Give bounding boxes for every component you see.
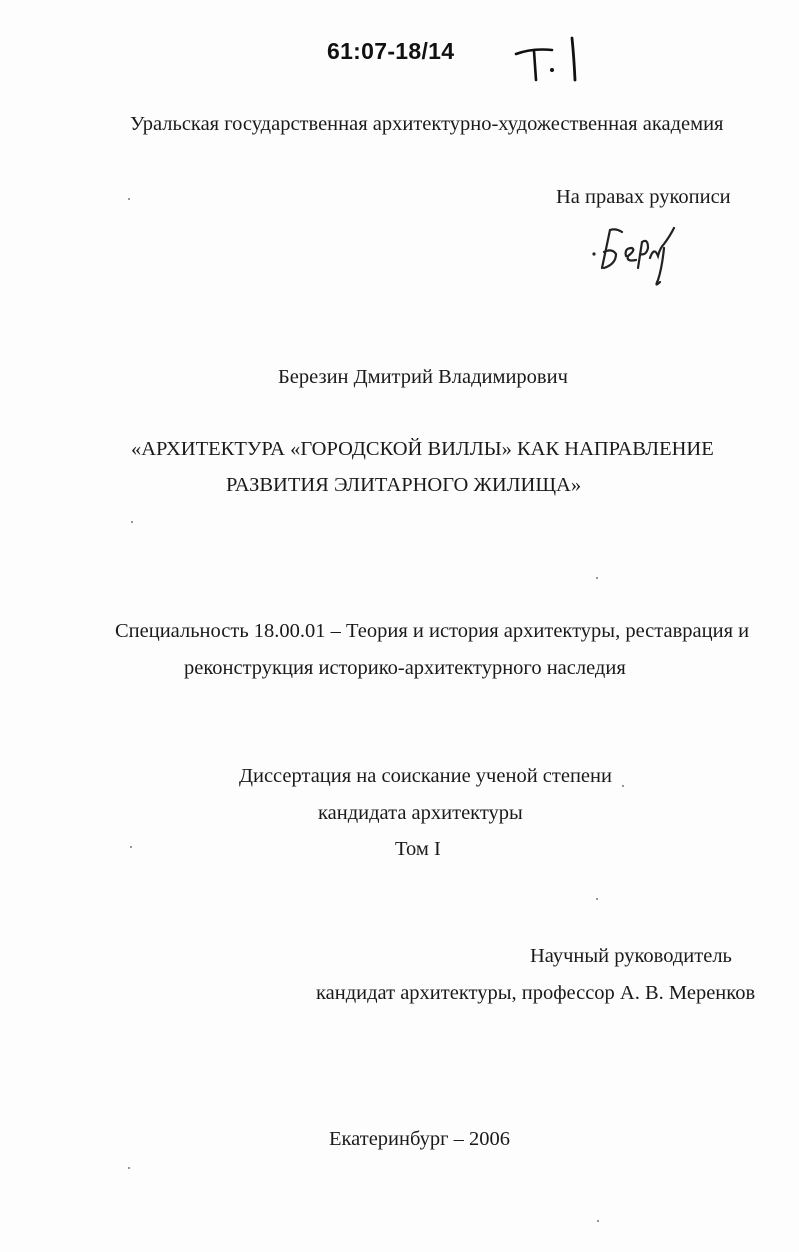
scan-speck <box>596 577 598 579</box>
city-year: Екатеринбург – 2006 <box>329 1128 511 1150</box>
scan-speck <box>622 785 624 787</box>
supervisor-name: кандидат архитектуры, профессор А. В. Меренков <box>316 982 756 1004</box>
scan-speck <box>128 1167 130 1169</box>
handwritten-volume-mark <box>512 34 582 86</box>
scan-speck <box>596 898 598 900</box>
scan-speck <box>130 846 132 848</box>
institution-name: Уральская государственная архитектурно-художественная академия <box>130 113 724 135</box>
manuscript-rights-label: На правах рукописи <box>556 186 731 208</box>
specialty-line-1: Специальность 18.00.01 – Теория и история архитектуры, реставрация и <box>115 620 750 642</box>
dissertation-degree-line-1: Диссертация на соискание ученой степени <box>239 765 612 787</box>
author-name: Березин Дмитрий Владимирович <box>278 366 568 388</box>
author-signature <box>588 218 680 290</box>
scan-speck <box>128 198 130 200</box>
dissertation-title-line-1: «АРХИТЕКТУРА «ГОРОДСКОЙ ВИЛЛЫ» КАК НАПРАВЛЕНИЕ <box>131 438 714 460</box>
volume-label: Том I <box>395 838 441 860</box>
library-stamp-code: 61:07-18/14 <box>327 38 455 64</box>
specialty-line-2: реконструкция историко-архитектурного наследия <box>184 657 626 679</box>
dissertation-title-line-2: РАЗВИТИЯ ЭЛИТАРНОГО ЖИЛИЩА» <box>226 474 582 496</box>
scan-speck <box>597 1220 599 1222</box>
supervisor-label: Научный руководитель <box>530 945 732 967</box>
dissertation-degree-line-2: кандидата архитектуры <box>318 802 523 824</box>
scan-speck <box>131 521 133 523</box>
